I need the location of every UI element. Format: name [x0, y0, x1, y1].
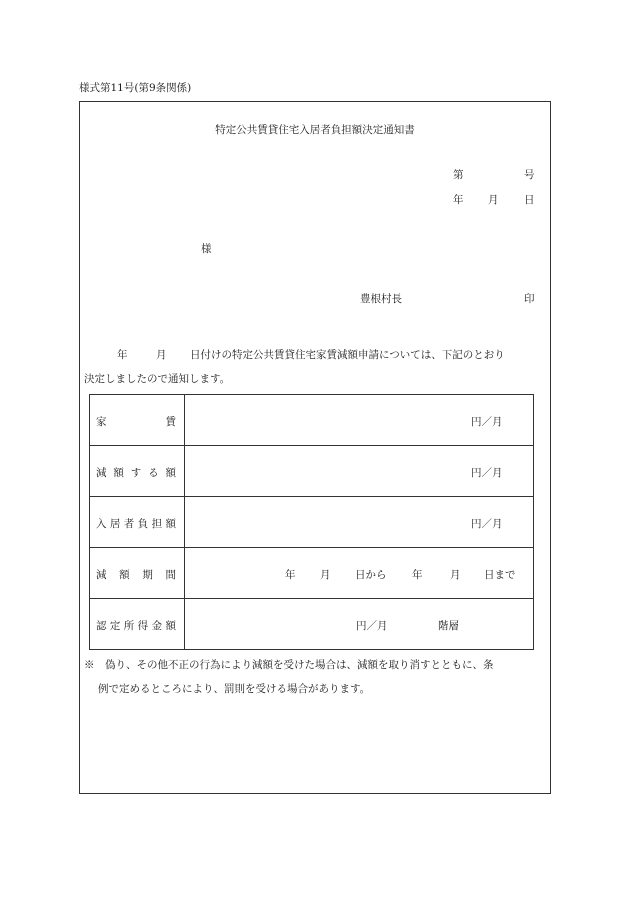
note-line1	[84, 660, 494, 671]
row-label-cell	[90, 395, 185, 446]
details-table	[89, 394, 534, 650]
period-year-end: 年	[412, 569, 423, 581]
period-day-start: 日から	[355, 569, 387, 581]
body-month: 月	[156, 349, 167, 361]
table-row	[90, 395, 534, 446]
row-label-cell	[90, 497, 185, 548]
number-suffix: 号	[524, 169, 535, 181]
period-month-start: 月	[320, 569, 331, 581]
row-label: 入 居 者 負 担 額	[96, 518, 176, 530]
document-title: 特定公共賃貸住宅入居者負担額決定通知書	[215, 124, 415, 136]
number-label: 第	[453, 169, 464, 181]
issuer: 豊根村長	[360, 293, 402, 305]
table-row	[90, 548, 534, 599]
note-mark: ※	[84, 659, 95, 671]
note-text-1: 偽り、その他不正の行為により減額を受けた場合は、減額を取り消すとともに、条	[105, 659, 494, 671]
row-label-cell	[90, 599, 185, 650]
row-label: 認 定 所 得 金 額	[96, 620, 176, 632]
row-label: 減 額 期 間	[96, 569, 176, 581]
row-label: 家 賃	[96, 416, 176, 428]
table-row	[90, 599, 534, 650]
body-text-line2: 決定しましたので通知します。	[84, 373, 231, 385]
addressee-suffix: 様	[201, 243, 212, 255]
seal-mark: 印	[524, 293, 535, 305]
row-value-cell	[185, 599, 534, 650]
table-row	[90, 497, 534, 548]
row-value-cell	[185, 446, 534, 497]
date-day: 日	[524, 194, 535, 206]
unit: 円／月	[471, 416, 503, 428]
date-month: 月	[488, 194, 499, 206]
period-year-start: 年	[285, 569, 296, 581]
period-month-end: 月	[450, 569, 461, 581]
unit: 円／月	[471, 467, 503, 479]
row-value-cell	[185, 548, 534, 599]
row-label: 減 額 す る 額	[96, 467, 176, 479]
row-label-cell	[90, 548, 185, 599]
period-day-end: 日まで	[484, 569, 516, 581]
row-value-cell	[185, 395, 534, 446]
row-value-cell	[185, 497, 534, 548]
table-row	[90, 446, 534, 497]
unit: 円／月	[356, 620, 388, 632]
date-year: 年	[453, 194, 464, 206]
unit: 円／月	[471, 518, 503, 530]
body-text-line1: 日付けの特定公共賃貸住宅家賃減額申請については、下記のとおり	[190, 349, 505, 361]
note-text-2: 例で定めるところにより、罰則を受ける場合があります。	[98, 683, 371, 695]
row-label-cell	[90, 446, 185, 497]
body-year: 年	[117, 349, 128, 361]
tier-label: 階層	[438, 620, 459, 632]
form-number: 様式第11号(第9条関係)	[79, 82, 192, 94]
